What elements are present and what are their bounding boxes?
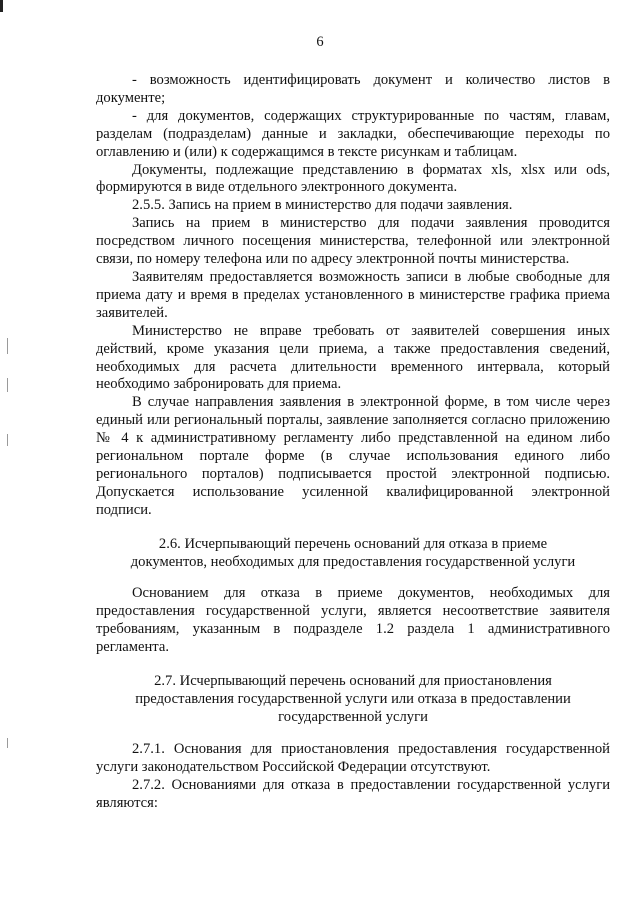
heading-line: предоставления государственной услуги или отказа в предоставлении [135,691,571,707]
margin-mark [7,338,8,354]
paragraph: Министерство не вправе требовать от заявителей совершения иных действий, кроме указания цели приема, а также предоставления сведений, необходимых для расчета длительности временного интервала, который необходимо забронировать для приема. [96,322,610,393]
paragraph: Запись на прием в министерство для подачи заявления проводится посредством личного посещения министерства, телефонной или электронной связи, по номеру телефона или по адресу электронной почты министерства. [96,215,610,268]
document-body [96,72,610,812]
paragraph: - возможность идентифицировать документ и количество листов в документе; [96,72,610,106]
heading-line: 2.6. Исчерпывающий перечень оснований для отказа в приеме [158,535,548,552]
page-number: 6 [316,34,324,50]
paragraph: Основанием для отказа в приеме документов, необходимых для предоставления государственной услуги, является несоответствие заявителя требованиям, указанным в подразделе 1.2 раздела 1 административного регламента. [96,585,610,656]
margin-mark [7,738,8,748]
paragraph: 2.7.1. Основания для приостановления предоставления государственной услуги законодательством Российской Федерации отсутствуют. [96,740,610,775]
paragraph: - для документов, содержащих структурированные по частям, главам, разделам (подразделам) данные и закладки, обеспечивающие переходы по оглавлению и (или) к содержащимся в тексте рисункам и таблицам. [96,107,610,160]
heading-line: документов, необходимых для предоставления государственной услуги [130,553,576,570]
page-edge-mark [0,0,3,12]
margin-mark [7,434,8,446]
paragraph: Заявителям предоставляется возможность записи в любые свободные для приема дату и время в пределах установленного в министерстве графика приема заявителей. [96,268,610,321]
paragraph: Документы, подлежащие представлению в форматах xls, xlsx или ods, формируются в виде отдельного электронного документа. [96,161,610,196]
paragraph: В случае направления заявления в электронной форме, в том числе через единый или региональный порталы, заявление заполняется согласно приложению № 4 к административному регламенту либо представленной на едином либо региональном портале форме (в случае использования единого либо регионального порталов) подписывается простой электронной подписью. Допускается использование усиленной квалифицированной электронной подписи. [96,394,610,518]
paragraph: 2.5.5. Запись на прием в министерство для подачи заявления. [132,197,513,214]
heading-line: 2.7. Исчерпывающий перечень оснований для приостановления [154,673,552,690]
section-heading-2-6 [96,536,610,572]
paragraph: 2.7.2. Основаниями для отказа в предоставлении государственной услуги являются: [96,776,610,811]
heading-line: государственной услуги [278,708,428,725]
section-heading-2-7 [96,673,610,727]
margin-mark [7,378,8,392]
